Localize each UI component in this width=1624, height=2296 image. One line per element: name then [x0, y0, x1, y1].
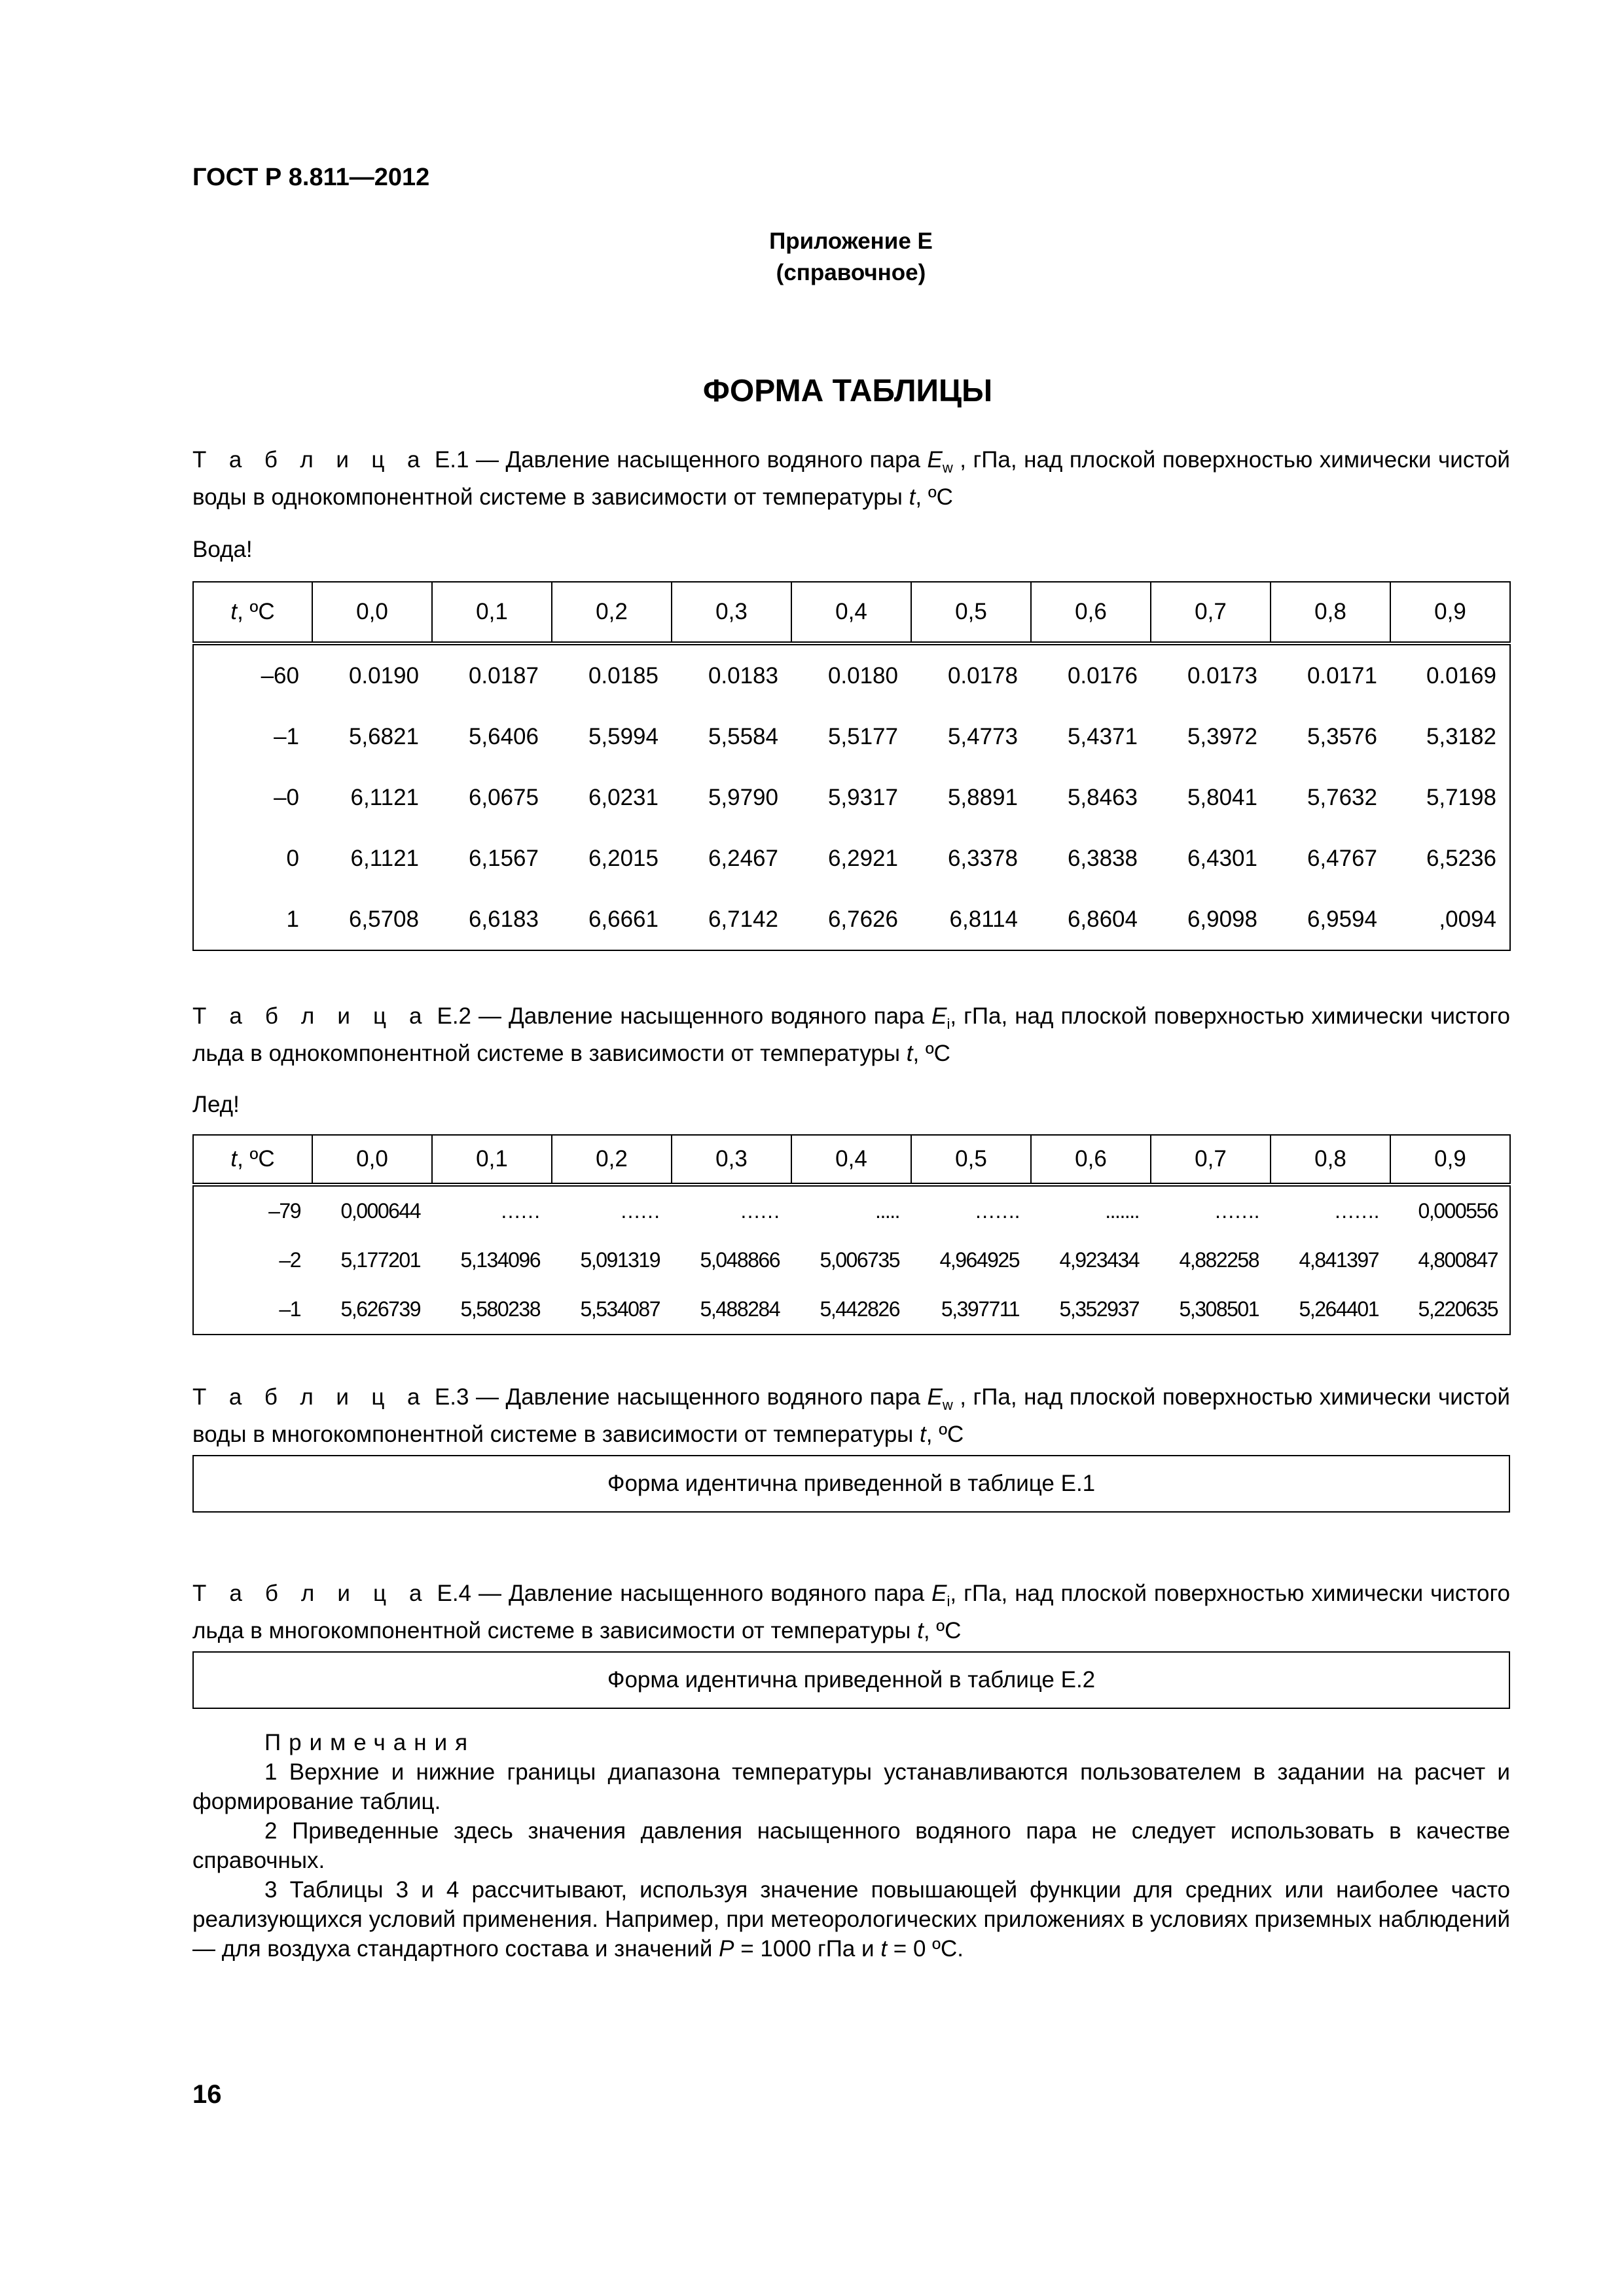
table-cell: 5,3182: [1426, 723, 1496, 749]
column-header: 0,0: [312, 1135, 432, 1185]
table-cell: 6,5708: [348, 906, 419, 932]
column-header: 0,9: [1390, 582, 1510, 643]
table1-label: Вода!: [192, 537, 253, 562]
table-cell: 5,4371: [1067, 723, 1138, 749]
table-cell: 5,5994: [588, 723, 659, 749]
table-cell: 5,442826: [820, 1297, 899, 1321]
table-cell: …….: [1333, 1199, 1379, 1223]
table-cell: 6,2467: [708, 845, 778, 871]
table-cell: 5,8891: [947, 784, 1018, 810]
table-cell: 6,4767: [1307, 845, 1377, 871]
table-cell: 6,6183: [468, 906, 539, 932]
table-cell: 0.0190: [348, 662, 419, 689]
column-header: 0,3: [672, 1135, 791, 1185]
table-cell: 6,1121: [350, 845, 419, 871]
note-3: 3 Таблицы 3 и 4 рассчитывают, используя значение повышающей функции для средних или наиболее часто реализующихся условий применения. Например, при метеорологических приложениях в условиях приземных наблюдений — для воздуха стандартного состава и значений P = 1000 гПа и t = 0 ºС.: [192, 1877, 1510, 1962]
table4-reference-box: Форма идентична приведенной в таблице Е.2: [192, 1651, 1510, 1709]
table-row: [193, 767, 1510, 828]
table-cell: 6,0675: [468, 784, 539, 810]
column-header: 0,1: [432, 582, 552, 643]
document-code: ГОСТ Р 8.811—2012: [192, 164, 430, 191]
table-cell: 6,2921: [827, 845, 898, 871]
appendix-line: Приложение Е: [769, 228, 933, 254]
column-header: 0,2: [552, 1135, 672, 1185]
table-cell: 4,964925: [939, 1248, 1019, 1272]
table-row: [193, 889, 1510, 950]
row-temperature: –60: [261, 662, 299, 689]
table-cell: 6,0231: [588, 784, 659, 810]
table-cell: 5,580238: [460, 1297, 540, 1321]
table-cell: 0.0171: [1307, 662, 1377, 689]
table-cell: 5,488284: [700, 1297, 780, 1321]
table-cell: ,0094: [1439, 906, 1496, 932]
row-temperature: –79: [268, 1199, 300, 1223]
notes-heading: Примечания: [264, 1730, 476, 1755]
table-cell: 5,308501: [1179, 1297, 1259, 1321]
page-number: 16: [192, 2080, 222, 2109]
table-cell: 5,3576: [1307, 723, 1377, 749]
table-cell: ……: [620, 1199, 660, 1223]
row-temperature: 1: [286, 906, 299, 932]
table2-label: Лед!: [192, 1092, 240, 1117]
column-header: 0,6: [1031, 582, 1151, 643]
row-temperature: 0: [286, 845, 299, 871]
table-cell: 4,841397: [1299, 1248, 1379, 1272]
table-cell: 6,8114: [949, 906, 1018, 932]
table-cell: 5,4773: [947, 723, 1018, 749]
row-temperature: –1: [274, 723, 299, 749]
table-cell: 0.0173: [1187, 662, 1257, 689]
note-1: 1 Верхние и нижние границы диапазона температуры устанавливаются пользователем в задании на расчет и формирование таблиц.: [192, 1759, 1510, 1814]
table-cell: 6,9594: [1307, 906, 1377, 932]
column-header: 0,4: [791, 1135, 911, 1185]
table-cell: 6,2015: [588, 845, 659, 871]
table4-caption: Т а б л и ц а Е.4 — Давление насыщенного водяного пара $E_i$, гПа, над плоской поверхностью химически чистого льда в многокомпонентной системе в зависимости от температуры t, ºC: [192, 1581, 1510, 1643]
table-cell: 5,5584: [708, 723, 778, 749]
column-header: 0,5: [911, 1135, 1031, 1185]
table-cell: 5,352937: [1059, 1297, 1139, 1321]
column-header: 0,2: [552, 582, 672, 643]
table-cell: 6,7626: [827, 906, 898, 932]
table-cell: 4,882258: [1179, 1248, 1259, 1272]
note-2: 2 Приведенные здесь значения давления насыщенного водяного пара не следует использовать в качестве справочных.: [192, 1818, 1510, 1873]
table1: [192, 581, 1511, 951]
row-temperature: –2: [279, 1248, 300, 1272]
table-cell: 5,3972: [1187, 723, 1257, 749]
column-header: 0,4: [791, 582, 911, 643]
table-cell: 0,000556: [1418, 1199, 1498, 1223]
table2-caption: Т а б л и ц а Е.2 — Давление насыщенного водяного пара $E_i$, гПа, над плоской поверхностью химически чистого льда в однокомпонентной системе в зависимости от температуры t, ºC: [192, 1003, 1510, 1066]
column-header: 0,6: [1031, 1135, 1151, 1185]
table-cell: 6,7142: [708, 906, 778, 932]
table-cell: 5,134096: [460, 1248, 540, 1272]
table-cell: 6,1567: [468, 845, 539, 871]
table-cell: 5,9317: [827, 784, 898, 810]
table-cell: 6,8604: [1067, 906, 1138, 932]
table-cell: 5,6406: [468, 723, 539, 749]
table-row: [193, 1236, 1510, 1285]
column-header: 0,3: [672, 582, 791, 643]
table-cell: 6,4301: [1187, 845, 1257, 871]
table-cell: ……: [500, 1199, 540, 1223]
table-cell: 5,626739: [340, 1297, 420, 1321]
table-cell: 5,534087: [580, 1297, 660, 1321]
table-cell: …….: [974, 1199, 1019, 1223]
row-temperature: –0: [274, 784, 299, 810]
table-cell: 5,048866: [700, 1248, 780, 1272]
table1-caption: Т а б л и ц а Е.1 — Давление насыщенного водяного пара $E_w$ , гПа, над плоской поверхностью химически чистой воды в однокомпонентной системе в зависимости от температуры t, ºC: [192, 447, 1510, 510]
table-cell: .....: [875, 1199, 899, 1223]
table-cell: 6,9098: [1187, 906, 1257, 932]
table-cell: 5,7198: [1426, 784, 1496, 810]
table-cell: 6,3378: [947, 845, 1018, 871]
column-header: 0,1: [432, 1135, 552, 1185]
column-header: 0,9: [1390, 1135, 1510, 1185]
row-temperature: –1: [279, 1297, 300, 1321]
table-cell: 6,1121: [350, 784, 419, 810]
table-cell: ……: [740, 1199, 780, 1223]
table-cell: 0.0169: [1426, 662, 1496, 689]
table-cell: 0,000644: [340, 1199, 420, 1223]
table-cell: 5,5177: [827, 723, 898, 749]
table-row: [193, 706, 1510, 767]
table-header-row: [193, 1135, 1510, 1185]
column-header: 0,8: [1271, 582, 1390, 643]
table-cell: 5,220635: [1418, 1297, 1498, 1321]
table-cell: 4,800847: [1418, 1248, 1498, 1272]
table-row: [193, 643, 1510, 706]
column-header: 0,5: [911, 582, 1031, 643]
table-cell: 5,091319: [580, 1248, 660, 1272]
table-cell: 6,6661: [588, 906, 659, 932]
table-cell: 0.0178: [947, 662, 1018, 689]
column-header: 0,8: [1271, 1135, 1390, 1185]
table-cell: 5,177201: [340, 1248, 420, 1272]
column-header: 0,7: [1151, 582, 1271, 643]
table-cell: 5,006735: [820, 1248, 899, 1272]
table-cell: 5,397711: [941, 1297, 1019, 1321]
table-cell: 0.0180: [827, 662, 898, 689]
table-cell: 6,5236: [1426, 845, 1496, 871]
table-cell: …….: [1214, 1199, 1259, 1223]
table-cell: 0.0183: [708, 662, 778, 689]
table-cell: 0.0187: [468, 662, 539, 689]
table-cell: 5,9790: [708, 784, 778, 810]
table-cell: 5,8041: [1187, 784, 1257, 810]
table-cell: 4,923434: [1059, 1248, 1139, 1272]
column-header: 0,7: [1151, 1135, 1271, 1185]
table3-caption: Т а б л и ц а Е.3 — Давление насыщенного водяного пара $E_w$ , гПа, над плоской поверхностью химически чистой воды в многокомпонентной системе в зависимости от температуры t, ºC: [192, 1384, 1510, 1447]
table-cell: 5,6821: [348, 723, 419, 749]
table3-reference-box: Форма идентична приведенной в таблице Е.1: [192, 1455, 1510, 1513]
table-header-row: [193, 582, 1510, 643]
table-row: [193, 1285, 1510, 1335]
page-title: ФОРМА ТАБЛИЦЫ: [702, 374, 993, 408]
table-cell: 6,3838: [1067, 845, 1138, 871]
table-cell: .......: [1105, 1199, 1139, 1223]
table-row: [193, 1185, 1510, 1236]
column-header: 0,0: [312, 582, 432, 643]
table2: [192, 1134, 1511, 1335]
column-header-t: t, ºC: [193, 582, 312, 643]
column-header-t: t, ºC: [193, 1135, 312, 1185]
notes: [192, 1728, 1510, 1964]
table-cell: 0.0185: [588, 662, 659, 689]
table-cell: 5,7632: [1307, 784, 1377, 810]
table-cell: 0.0176: [1067, 662, 1138, 689]
table-row: [193, 828, 1510, 889]
table-cell: 5,264401: [1299, 1297, 1379, 1321]
appendix-heading: [641, 226, 1060, 289]
appendix-type: (справочное): [776, 260, 926, 285]
table-cell: 5,8463: [1067, 784, 1138, 810]
